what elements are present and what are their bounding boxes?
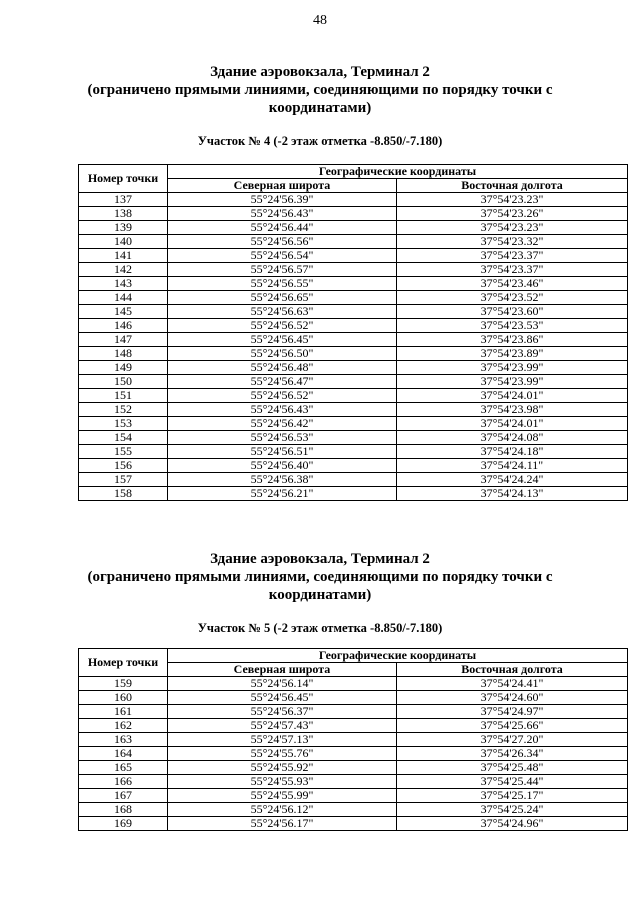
cell-latitude: 55°24'56.17" (168, 817, 397, 831)
col-header-lon: Восточная долгота (397, 663, 628, 677)
cell-latitude: 55°24'56.42" (168, 417, 397, 431)
col-header-geo: Географические координаты (168, 165, 628, 179)
table-row (79, 361, 628, 375)
cell-longitude: 37°54'24.11" (397, 459, 628, 473)
cell-latitude: 55°24'56.50" (168, 347, 397, 361)
cell-longitude: 37°54'27.20" (397, 733, 628, 747)
table-row (79, 333, 628, 347)
cell-longitude: 37°54'23.98" (397, 403, 628, 417)
table-row (79, 235, 628, 249)
cell-point-number: 161 (79, 705, 168, 719)
cell-point-number: 139 (79, 221, 168, 235)
table-row (79, 403, 628, 417)
table-row (79, 775, 628, 789)
table-row (79, 417, 628, 431)
cell-latitude: 55°24'56.51" (168, 445, 397, 459)
table-body (79, 677, 628, 831)
cell-latitude: 55°24'56.52" (168, 319, 397, 333)
cell-latitude: 55°24'56.40" (168, 459, 397, 473)
section-title (0, 550, 640, 604)
cell-point-number: 137 (79, 193, 168, 207)
cell-point-number: 144 (79, 291, 168, 305)
cell-point-number: 147 (79, 333, 168, 347)
cell-latitude: 55°24'56.45" (168, 333, 397, 347)
table-row (79, 431, 628, 445)
cell-latitude: 55°24'56.45" (168, 691, 397, 705)
table-row (79, 789, 628, 803)
page-number: 48 (313, 13, 327, 28)
cell-point-number: 150 (79, 375, 168, 389)
cell-latitude: 55°24'56.57" (168, 263, 397, 277)
table-row (79, 487, 628, 501)
table-row (79, 291, 628, 305)
title-line-3: координатами) (268, 587, 372, 603)
table-row (79, 305, 628, 319)
coordinates-table-4 (78, 164, 628, 501)
cell-longitude: 37°54'24.41" (397, 677, 628, 691)
cell-longitude: 37°54'25.66" (397, 719, 628, 733)
cell-latitude: 55°24'57.13" (168, 733, 397, 747)
table-row (79, 221, 628, 235)
cell-point-number: 158 (79, 487, 168, 501)
cell-longitude: 37°54'24.24" (397, 473, 628, 487)
table-row (79, 473, 628, 487)
table-row (79, 263, 628, 277)
cell-point-number: 167 (79, 789, 168, 803)
table-row (79, 249, 628, 263)
table-row (79, 389, 628, 403)
table-row (79, 733, 628, 747)
table-row (79, 705, 628, 719)
section-uchastok-5 (0, 550, 640, 604)
cell-longitude: 37°54'23.23" (397, 193, 628, 207)
cell-point-number: 168 (79, 803, 168, 817)
cell-longitude: 37°54'23.37" (397, 249, 628, 263)
cell-longitude: 37°54'23.46" (397, 277, 628, 291)
cell-point-number: 165 (79, 761, 168, 775)
cell-point-number: 164 (79, 747, 168, 761)
title-line-2: (ограничено прямыми линиями, соединяющими по порядку точки с (87, 82, 553, 98)
cell-longitude: 37°54'25.48" (397, 761, 628, 775)
table-row (79, 747, 628, 761)
cell-latitude: 55°24'56.55" (168, 277, 397, 291)
table-row (79, 347, 628, 361)
table-row (79, 691, 628, 705)
col-header-lat: Северная широта (168, 179, 397, 193)
cell-latitude: 55°24'55.93" (168, 775, 397, 789)
cell-latitude: 55°24'56.48" (168, 361, 397, 375)
cell-latitude: 55°24'55.92" (168, 761, 397, 775)
cell-point-number: 148 (79, 347, 168, 361)
col-header-point: Номер точки (79, 165, 168, 193)
cell-latitude: 55°24'56.63" (168, 305, 397, 319)
cell-latitude: 55°24'55.76" (168, 747, 397, 761)
cell-longitude: 37°54'24.13" (397, 487, 628, 501)
title-line-3: координатами) (268, 100, 372, 116)
cell-latitude: 55°24'56.43" (168, 403, 397, 417)
cell-point-number: 140 (79, 235, 168, 249)
title-line-1: Здание аэровокзала, Терминал 2 (210, 64, 430, 80)
cell-point-number: 169 (79, 817, 168, 831)
cell-longitude: 37°54'24.60" (397, 691, 628, 705)
cell-longitude: 37°54'23.89" (397, 347, 628, 361)
table-row (79, 761, 628, 775)
col-header-point: Номер точки (79, 649, 168, 677)
section-title (0, 63, 640, 117)
section-subtitle: Участок № 5 (-2 этаж отметка -8.850/-7.180) (197, 621, 443, 635)
cell-latitude: 55°24'56.21" (168, 487, 397, 501)
col-header-lon: Восточная долгота (397, 179, 628, 193)
cell-longitude: 37°54'23.32" (397, 235, 628, 249)
cell-point-number: 138 (79, 207, 168, 221)
col-header-geo: Географические координаты (168, 649, 628, 663)
cell-longitude: 37°54'24.08" (397, 431, 628, 445)
cell-point-number: 141 (79, 249, 168, 263)
cell-latitude: 55°24'56.56" (168, 235, 397, 249)
cell-point-number: 156 (79, 459, 168, 473)
subtitle-wrap-4 (0, 134, 640, 149)
cell-longitude: 37°54'24.18" (397, 445, 628, 459)
cell-point-number: 151 (79, 389, 168, 403)
cell-longitude: 37°54'23.99" (397, 375, 628, 389)
cell-latitude: 55°24'56.39" (168, 193, 397, 207)
table-row (79, 719, 628, 733)
cell-point-number: 149 (79, 361, 168, 375)
cell-latitude: 55°24'56.65" (168, 291, 397, 305)
table-row (79, 445, 628, 459)
cell-point-number: 166 (79, 775, 168, 789)
section-subtitle: Участок № 4 (-2 этаж отметка -8.850/-7.180) (197, 134, 443, 148)
table-row (79, 193, 628, 207)
table-row (79, 677, 628, 691)
cell-latitude: 55°24'56.37" (168, 705, 397, 719)
cell-latitude: 55°24'56.52" (168, 389, 397, 403)
cell-longitude: 37°54'23.60" (397, 305, 628, 319)
cell-longitude: 37°54'24.01" (397, 417, 628, 431)
subtitle-wrap-5 (0, 621, 640, 636)
cell-longitude: 37°54'23.53" (397, 319, 628, 333)
cell-point-number: 163 (79, 733, 168, 747)
table-row (79, 459, 628, 473)
cell-longitude: 37°54'24.96" (397, 817, 628, 831)
title-line-1: Здание аэровокзала, Терминал 2 (210, 551, 430, 567)
cell-point-number: 143 (79, 277, 168, 291)
cell-point-number: 152 (79, 403, 168, 417)
cell-longitude: 37°54'23.52" (397, 291, 628, 305)
cell-latitude: 55°24'56.53" (168, 431, 397, 445)
cell-longitude: 37°54'25.24" (397, 803, 628, 817)
cell-point-number: 159 (79, 677, 168, 691)
coordinates-table-5 (78, 648, 628, 831)
cell-longitude: 37°54'25.17" (397, 789, 628, 803)
cell-latitude: 55°24'56.14" (168, 677, 397, 691)
cell-point-number: 155 (79, 445, 168, 459)
cell-point-number: 142 (79, 263, 168, 277)
cell-latitude: 55°24'56.38" (168, 473, 397, 487)
col-header-lat: Северная широта (168, 663, 397, 677)
cell-latitude: 55°24'56.54" (168, 249, 397, 263)
table-row (79, 803, 628, 817)
cell-latitude: 55°24'56.12" (168, 803, 397, 817)
cell-point-number: 162 (79, 719, 168, 733)
cell-latitude: 55°24'56.43" (168, 207, 397, 221)
cell-point-number: 154 (79, 431, 168, 445)
cell-latitude: 55°24'56.47" (168, 375, 397, 389)
cell-longitude: 37°54'23.37" (397, 263, 628, 277)
cell-point-number: 145 (79, 305, 168, 319)
cell-longitude: 37°54'23.99" (397, 361, 628, 375)
table-row (79, 277, 628, 291)
cell-latitude: 55°24'55.99" (168, 789, 397, 803)
cell-longitude: 37°54'26.34" (397, 747, 628, 761)
table-row (79, 375, 628, 389)
cell-longitude: 37°54'23.23" (397, 221, 628, 235)
table-row (79, 319, 628, 333)
cell-point-number: 160 (79, 691, 168, 705)
title-line-2: (ограничено прямыми линиями, соединяющими по порядку точки с (87, 569, 553, 585)
cell-longitude: 37°54'25.44" (397, 775, 628, 789)
section-uchastok-4 (0, 63, 640, 117)
cell-latitude: 55°24'57.43" (168, 719, 397, 733)
cell-latitude: 55°24'56.44" (168, 221, 397, 235)
table-body (79, 193, 628, 501)
cell-longitude: 37°54'24.97" (397, 705, 628, 719)
cell-point-number: 153 (79, 417, 168, 431)
cell-longitude: 37°54'23.26" (397, 207, 628, 221)
table-row (79, 817, 628, 831)
cell-longitude: 37°54'24.01" (397, 389, 628, 403)
cell-longitude: 37°54'23.86" (397, 333, 628, 347)
cell-point-number: 146 (79, 319, 168, 333)
cell-point-number: 157 (79, 473, 168, 487)
table-row (79, 207, 628, 221)
